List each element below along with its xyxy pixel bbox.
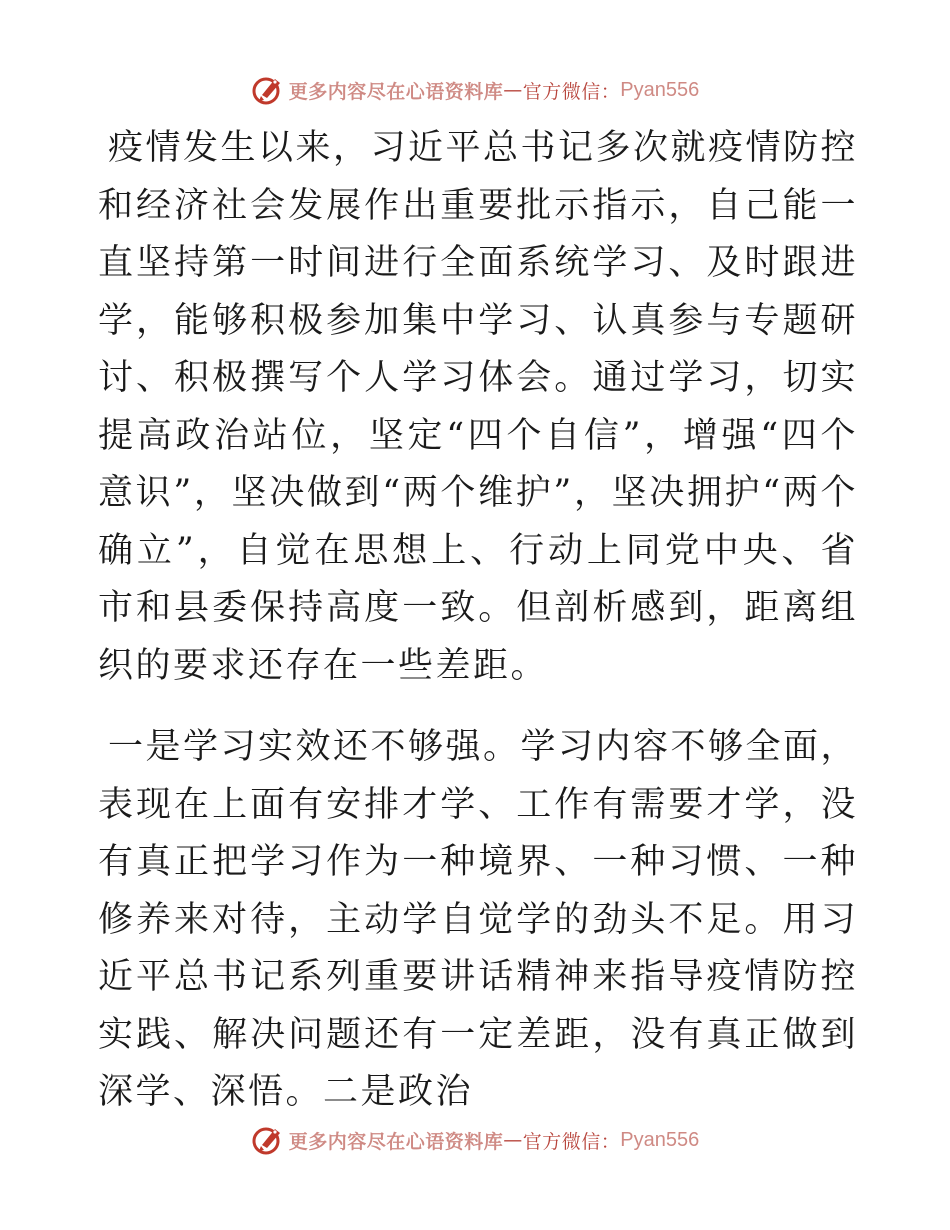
banner-tail-text: 官方微信： bbox=[522, 80, 621, 103]
header-banner bbox=[0, 70, 950, 110]
banner-lead-text: 更多内容尽在心语资料库 bbox=[288, 80, 504, 103]
banner-dash: — bbox=[503, 1129, 523, 1151]
banner-wechat-id: Pyan556 bbox=[620, 1128, 700, 1151]
pen-nib-circle-icon bbox=[251, 73, 285, 107]
pen-nib-circle-icon bbox=[251, 1123, 285, 1157]
paragraph-intro: 疫情发生以来，习近平总书记多次就疫情防控和经济社会发展作出重要批示指示，自己能一直坚持第一时间进行全面系统学习、及时跟进学，能够积极参加集中学习、认真参与专题研讨、积极撰写个人学习体会。通过学习，切实提高政治站位，坚定“四个自信”，增强“四个意识”，坚决做到“两个维护”，坚决拥护“两个确立”，自觉在思想上、行动上同党中央、省市和县委保持高度一致。但剖析感到，距离组织的要求还存在一些差距。 bbox=[98, 128, 859, 686]
banner-tail-text: 官方微信： bbox=[522, 1130, 621, 1153]
banner-dash: — bbox=[503, 79, 523, 101]
banner-wechat-id: Pyan556 bbox=[620, 78, 700, 101]
banner-lead-text: 更多内容尽在心语资料库 bbox=[288, 1130, 504, 1153]
footer-banner bbox=[0, 1120, 950, 1160]
document-body bbox=[98, 120, 858, 1146]
paragraph-point-one: 一是学习实效还不够强。学习内容不够全面，表现在上面有安排才学、工作有需要才学，没有真正把学习作为一种境界、一种习惯、一种修养来对待，主动学自觉学的劲头不足。用习近平总书记系列重要讲话精神来指导疫情防控实践、解决问题还有一定差距，没有真正做到深学、深悟。二是政治 bbox=[98, 727, 859, 1112]
